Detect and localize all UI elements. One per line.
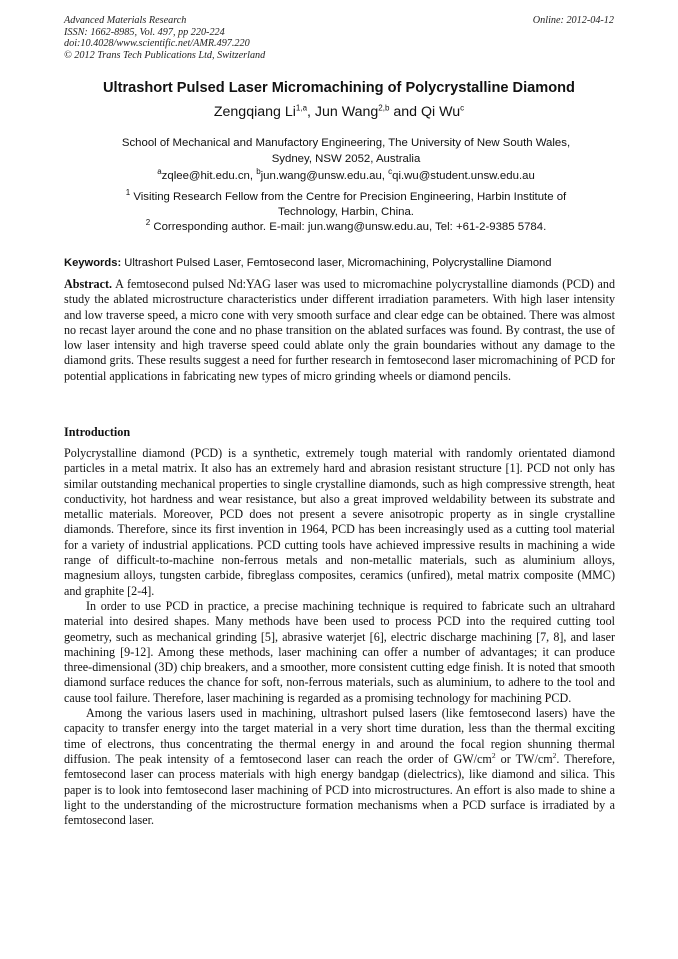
doi-line: doi:10.4028/www.scientific.net/AMR.497.220 [64, 38, 250, 50]
online-date: Online: 2012-04-12 [532, 15, 614, 26]
author-separator: and [389, 104, 421, 120]
footnote-text: Visiting Research Fellow from the Centre for Precision Engineering, Harbin Institute of [130, 191, 567, 203]
author-list [40, 104, 638, 120]
paragraph: Polycrystalline diamond (PCD) is a synthetic, extremely tough material with randomly orientated diamond particles in a metal matrix. It also has an extremely hard and abrasion resistant structure [1]. PCD not only has similar outstanding mechanical properties to single crystalline diamonds, such as high compressive strength, heat conductivity, hot hardness and wear resistance, but also a great improved weldability between its substrate and metallic materials. Moreover, PCD does not present a severe anisotropic property as in single crystalline diamonds. Therefore, since its first invention in 1964, PCD has been increasingly used as a cutting tool material for a variety of industrial applications. PCD cutting tools have achieved impressive results in machining a wide range of difficult-to-machine non-ferrous metals and non-metallic materials, such as aluminium alloys, magnesium alloys, tungsten carbide, fibreglass composites, ceramics (unfired), metal matrix composite (MMC) and graphite [2-4]. [64, 446, 615, 598]
author-name: Zengqiang Li [213, 104, 296, 120]
keywords [64, 257, 616, 269]
author-name: Qi Wu [420, 104, 461, 120]
footnote-sup: 2 [145, 218, 151, 228]
affiliation-line: Sydney, NSW 2052, Australia [271, 153, 421, 165]
email-sup: a [157, 167, 162, 177]
footnote-text: Technology, Harbin, China. [278, 206, 414, 218]
issn-line: ISSN: 1662-8985, Vol. 497, pp 220-224 [64, 26, 225, 38]
abstract-text: A femtosecond pulsed Nd:YAG laser was used to micromachine polycrystalline diamonds (PCD) and study the ablated microstructure characteristics under different irradiation parameters. With high laser intensity and low traverse speed, a micro cone with very smooth surface and clear edge can be obtained. There was almost no recast layer around the cone and no phase transition on the ablated surfaces was found. By contrast, the use of low laser intensity and high traverse speed could ablate only the grain boundaries without any damage to the diamond grits. These results suggest a need for further research in femtosecond laser micromachining of PCD for potential applications in fabricating new types of micro grinding wheels or diamond pencils. [64, 277, 615, 383]
paragraph [64, 706, 615, 828]
email: zqlee@hit.edu.cn, [161, 170, 257, 182]
author-sup: c [460, 103, 465, 113]
superscript: 2 [552, 750, 557, 760]
email: qi.wu@student.unsw.edu.au [392, 170, 535, 182]
keywords-label: Keywords: [64, 257, 122, 269]
footnote-text: Corresponding author. E-mail: jun.wang@unsw.edu.au, Tel: +61-2-9385 5784. [150, 221, 547, 233]
email-sup: c [388, 167, 393, 177]
email: jun.wang@unsw.edu.au, [260, 170, 389, 182]
author-name: Jun Wang [314, 104, 379, 120]
paragraph-text: Among the various lasers used in machining, ultrashort pulsed lasers (like femtosecond lasers) have the capacity to transfer energy into the target material in a very short time duration, less than the thermal exciting time of electrons, thus concentrating the thermal energy in and around the focal region shunning thermal diffusion. The peak intensity of a femtosecond laser can reach the order of GW/cm [64, 706, 615, 766]
introduction-body [64, 446, 615, 828]
author-sup: 2,b [378, 103, 390, 113]
paragraph: In order to use PCD in practice, a precise machining technique is required to fabricate such an ultrahard material into desired shapes. Many methods have been used to process PCD into the required cutting tool geometry, such as mechanical grinding [5], abrasive waterjet [6], electric discharge machining [7, 8], and laser machining [9-12]. Among these methods, laser machining can offer a number of advantages; it can produce three-dimensional (3D) chip breakers, and a smoother, more consistent cutting edge finish. It is noted that smooth diamond surface reduces the chance for soft, non-ferrous materials, such as aluminium, to adhere to the tool and cause tool failure. Therefore, laser machining is regarded as a promising technology for machining PCD. [64, 598, 615, 705]
paragraph-text: or TW/cm [495, 751, 553, 766]
author-separator: , [307, 104, 315, 120]
affiliation [60, 135, 632, 167]
footnote-sup: 1 [125, 188, 131, 198]
paragraph-text: . Therefore, femtosecond laser can process materials with high energy bandgap (dielectrics), like diamond and silica. This paper is to look into femtosecond laser machining of PCD into microstructures. An effort is also made to shine a light to the understanding of the microstructure formation mechanisms when a PCD surface is irradiated by a femtosecond laser. [64, 751, 615, 828]
abstract-label: Abstract. [64, 277, 113, 291]
copyright-line: © 2012 Trans Tech Publications Ltd, Switzerland [64, 49, 266, 61]
superscript: 2 [491, 750, 496, 760]
abstract [64, 277, 615, 384]
journal-name: Advanced Materials Research [64, 15, 187, 26]
affiliation-line: School of Mechanical and Manufactory Engineering, The University of New South Wales, [121, 137, 571, 149]
keywords-text: Ultrashort Pulsed Laser, Femtosecond laser, Micromachining, Polycrystalline Diamond [121, 257, 552, 269]
paper-title: Ultrashort Pulsed Laser Micromachining of Polycrystalline Diamond [103, 80, 575, 96]
journal-header [64, 15, 265, 61]
author-sup: 1,a [295, 103, 308, 113]
email-sup: b [256, 167, 261, 177]
section-heading: Introduction [64, 425, 131, 439]
author-emails [60, 167, 632, 182]
footnote-2 [60, 220, 632, 235]
author-notes [60, 190, 632, 235]
footnote-1 [60, 190, 632, 205]
